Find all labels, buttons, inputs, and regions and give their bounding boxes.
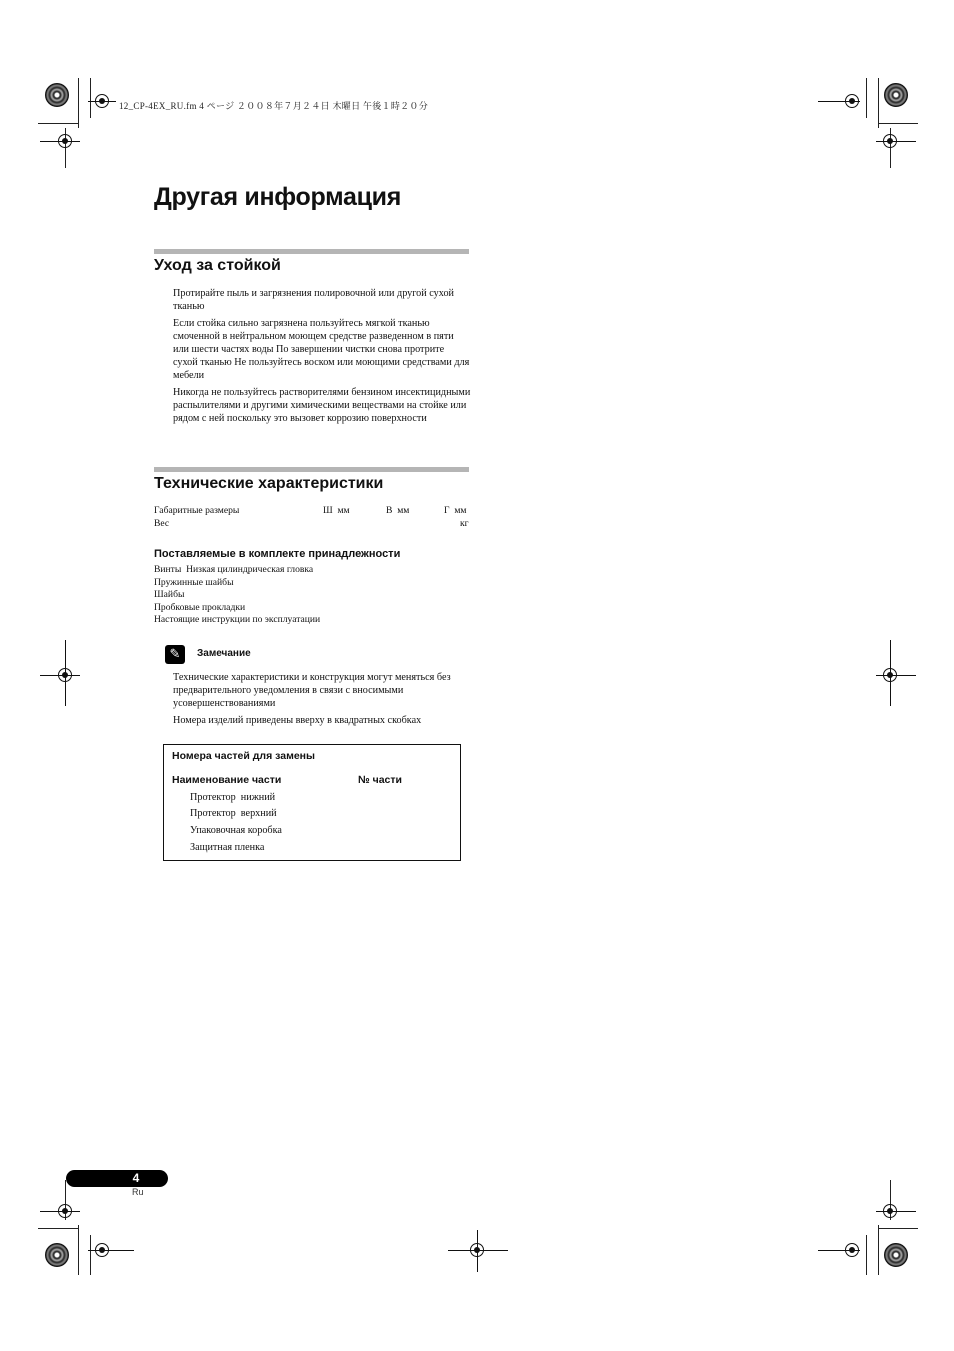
- page-number: 4: [132, 1171, 140, 1185]
- width-label: Ш мм: [323, 505, 350, 516]
- specs-heading: Технические характеристики: [154, 475, 384, 492]
- note-label: Замечание: [197, 648, 251, 659]
- note-text: [173, 671, 465, 731]
- parts-item: Протектор нижний: [190, 792, 276, 803]
- dimensions-label: Габаритные размеры: [154, 505, 240, 516]
- list-item: Настоящие инструкции по эксплуатации: [154, 614, 321, 626]
- registration-disk-icon: [45, 1243, 69, 1267]
- page-language: Ru: [132, 1187, 144, 1197]
- list-item: Пружинные шайбы: [154, 576, 234, 588]
- page-number-pill: [66, 1170, 168, 1187]
- depth-label: Г мм: [444, 505, 467, 516]
- note-paragraph: Номера изделий приведены вверху в квадратных скобках: [173, 715, 422, 726]
- replacement-parts-box: [163, 744, 461, 861]
- height-label: В мм: [386, 505, 410, 516]
- section-divider: [154, 249, 469, 254]
- registration-disk-icon: [884, 83, 908, 107]
- registration-disk-icon: [45, 83, 69, 107]
- accessories-list: [154, 564, 320, 627]
- parts-item: Протектор верхний: [190, 808, 277, 819]
- weight-label: Вес: [154, 518, 170, 529]
- parts-item: Защитная пленка: [190, 842, 265, 853]
- parts-col-name: Наименование части: [172, 774, 282, 786]
- list-item: Винты Низкая цилиндрическая гловка: [154, 564, 314, 575]
- list-item: Шайбы: [154, 589, 185, 601]
- parts-item: Упаковочная коробка: [190, 825, 282, 836]
- pencil-icon: ✎: [165, 645, 185, 664]
- care-paragraph: Протирайте пыль и загрязнения полировочной или другой сухой тканью: [173, 288, 455, 312]
- weight-unit: кг: [460, 518, 469, 529]
- note-paragraph: Технические характеристики и конструкция могут меняться без предварительного уведомления в связи с вносимыми усовершенствованиями: [173, 672, 451, 709]
- accessories-heading: Поставляемые в комплекте принадлежности: [154, 548, 401, 560]
- section-divider: [154, 467, 469, 472]
- parts-col-number: № части: [358, 774, 402, 786]
- registration-disk-icon: [884, 1243, 908, 1267]
- care-heading: Уход за стойкой: [154, 257, 281, 274]
- care-paragraph: Если стойка сильно загрязнена пользуйтесь мягкой тканью смоченной в нейтральном моющем средстве разведенном в пяти или шести частях воды По завершении чистки снова протрите сухой тканью Не пользуйтесь воском или моющими средствами для мебели: [173, 318, 470, 381]
- care-text: [173, 287, 471, 429]
- parts-box-title: Номера частей для замены: [172, 750, 315, 762]
- list-item: Пробковые прокладки: [154, 601, 246, 613]
- care-paragraph: Никогда не пользуйтесь растворителями бензином инсектицидными распылителями и другими химическими веществами на стойке или рядом с ней поскольку это вызовет коррозию поверхности: [173, 387, 471, 424]
- page-title: Другая информация: [154, 183, 402, 211]
- file-info-header: 12_CP-4EX_RU.fm 4 ページ ２００８年７月２４日 木曜日 午後１時２０分: [119, 101, 429, 111]
